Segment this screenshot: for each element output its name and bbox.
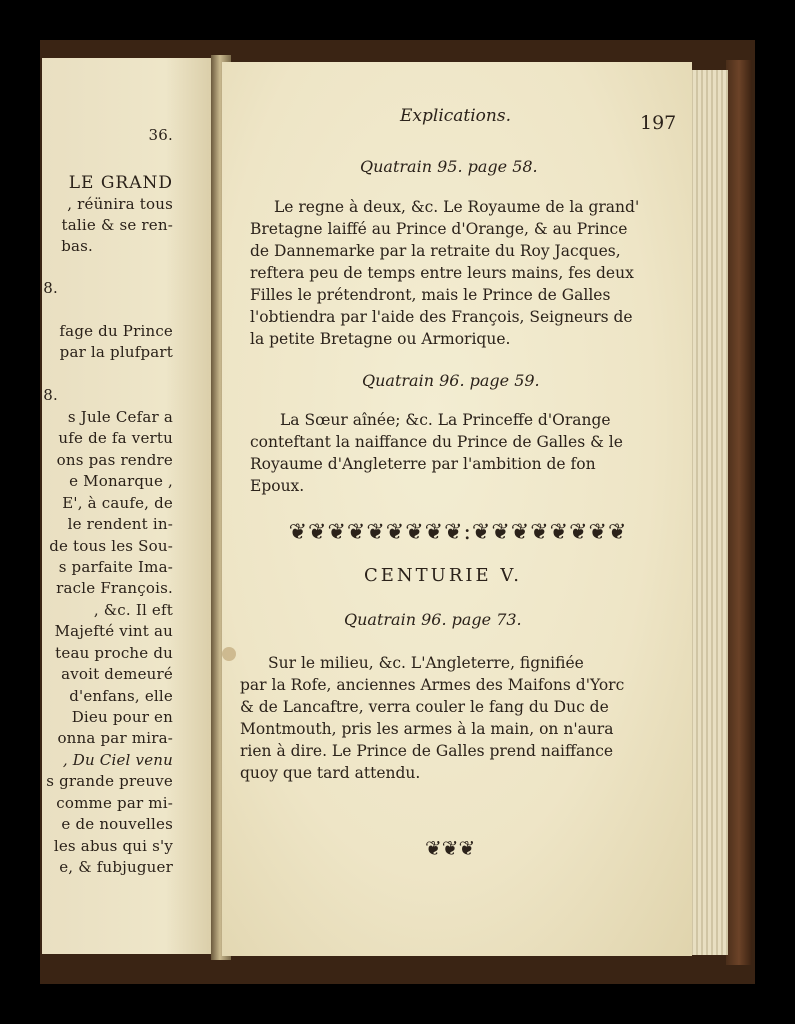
para1-line: reftera peu de temps entre leurs mains, fes deux xyxy=(250,264,634,282)
paper-stain xyxy=(222,647,236,661)
left-line: e Monarque , xyxy=(69,472,173,490)
left-line: LE GRAND xyxy=(68,173,173,193)
left-line: ufe de fa vertu xyxy=(58,429,173,447)
ornament-band: ❦❦❦❦❦❦❦❦❦:❦❦❦❦❦❦❦❦ xyxy=(288,520,628,545)
page-number: 197 xyxy=(640,112,677,134)
left-line: teau proche du xyxy=(55,644,173,662)
para1-line: de Dannemarke par la retraite du Roy Jacques, xyxy=(250,242,621,260)
section-title: CENTURIE V. xyxy=(364,565,522,586)
left-line: 36. xyxy=(148,126,173,144)
left-line: talie & se ren- xyxy=(61,216,173,234)
left-line: bas. xyxy=(61,237,93,255)
para2-line: La Sœur aînée; &c. La Princeffe d'Orange xyxy=(280,411,611,429)
left-line: Majefté vint au xyxy=(54,622,173,640)
left-line: ons pas rendre xyxy=(56,451,173,469)
quatrain-heading-96a: Quatrain 96. page 59. xyxy=(362,371,540,390)
left-line: onna par mira- xyxy=(57,729,173,747)
left-line: fage du Prince xyxy=(59,322,173,340)
para1-line: l'obtiendra par l'aide des François, Seigneurs de xyxy=(250,308,633,326)
para2-line: Royaume d'Angleterre par l'ambition de fon xyxy=(250,455,596,473)
left-line: racle François. xyxy=(56,579,173,597)
para3-line: & de Lancaftre, verra couler le fang du Duc de xyxy=(240,698,609,716)
para3-line: Sur le milieu, &c. L'Angleterre, fignifiée xyxy=(268,654,584,672)
para1-line: Bretagne laiffé au Prince d'Orange, & au Prince xyxy=(250,220,628,238)
left-line: par la plufpart xyxy=(59,343,173,361)
page-edges xyxy=(688,70,728,955)
running-head: Explications. xyxy=(400,106,511,126)
left-line: 8. xyxy=(43,279,58,297)
left-line: e, & fubjuguer xyxy=(59,858,173,876)
left-line: E', à caufe, de xyxy=(62,494,173,512)
para2-line: conteftant la naiffance du Prince de Galles & le xyxy=(250,433,623,451)
left-line: , réünira tous xyxy=(67,195,173,213)
right-page xyxy=(222,62,692,956)
para1-line: Le regne à deux, &c. Le Royaume de la grand' xyxy=(274,198,640,216)
left-line: avoit demeuré xyxy=(61,665,173,683)
left-line: , Du Ciel venu xyxy=(62,751,173,769)
para3-line: rien à dire. Le Prince de Galles prend naiffance xyxy=(240,742,614,760)
para3-line: Montmouth, pris les armes à la main, on n'aura xyxy=(240,720,614,738)
cover-edge xyxy=(726,60,752,965)
left-line: s grande preuve xyxy=(46,772,173,790)
para2-line: Epoux. xyxy=(250,477,305,495)
left-line: le rendent in- xyxy=(67,515,173,533)
end-ornament: ❦❦❦ xyxy=(425,836,476,860)
left-line: s Jule Cefar a xyxy=(67,408,173,426)
left-line: d'enfans, elle xyxy=(69,687,173,705)
left-line: de tous les Sou- xyxy=(49,537,173,555)
left-line: les abus qui s'y xyxy=(53,837,173,855)
left-line: 8. xyxy=(43,386,58,404)
para3-line: quoy que tard attendu. xyxy=(240,764,421,782)
quatrain-heading-96b: Quatrain 96. page 73. xyxy=(344,610,522,629)
para3-line: par la Rofe, anciennes Armes des Maifons d'Yorc xyxy=(240,676,625,694)
para1-line: la petite Bretagne ou Armorique. xyxy=(250,330,511,348)
left-line: , &c. Il eft xyxy=(93,601,173,619)
left-line: e de nouvelles xyxy=(61,815,173,833)
left-line: comme par mi- xyxy=(56,794,173,812)
left-line: Dieu pour en xyxy=(71,708,173,726)
quatrain-heading-95: Quatrain 95. page 58. xyxy=(360,157,538,176)
left-line: s parfaite Ima- xyxy=(58,558,173,576)
para1-line: Filles le prétendront, mais le Prince de Galles xyxy=(250,286,611,304)
left-page xyxy=(42,58,218,954)
